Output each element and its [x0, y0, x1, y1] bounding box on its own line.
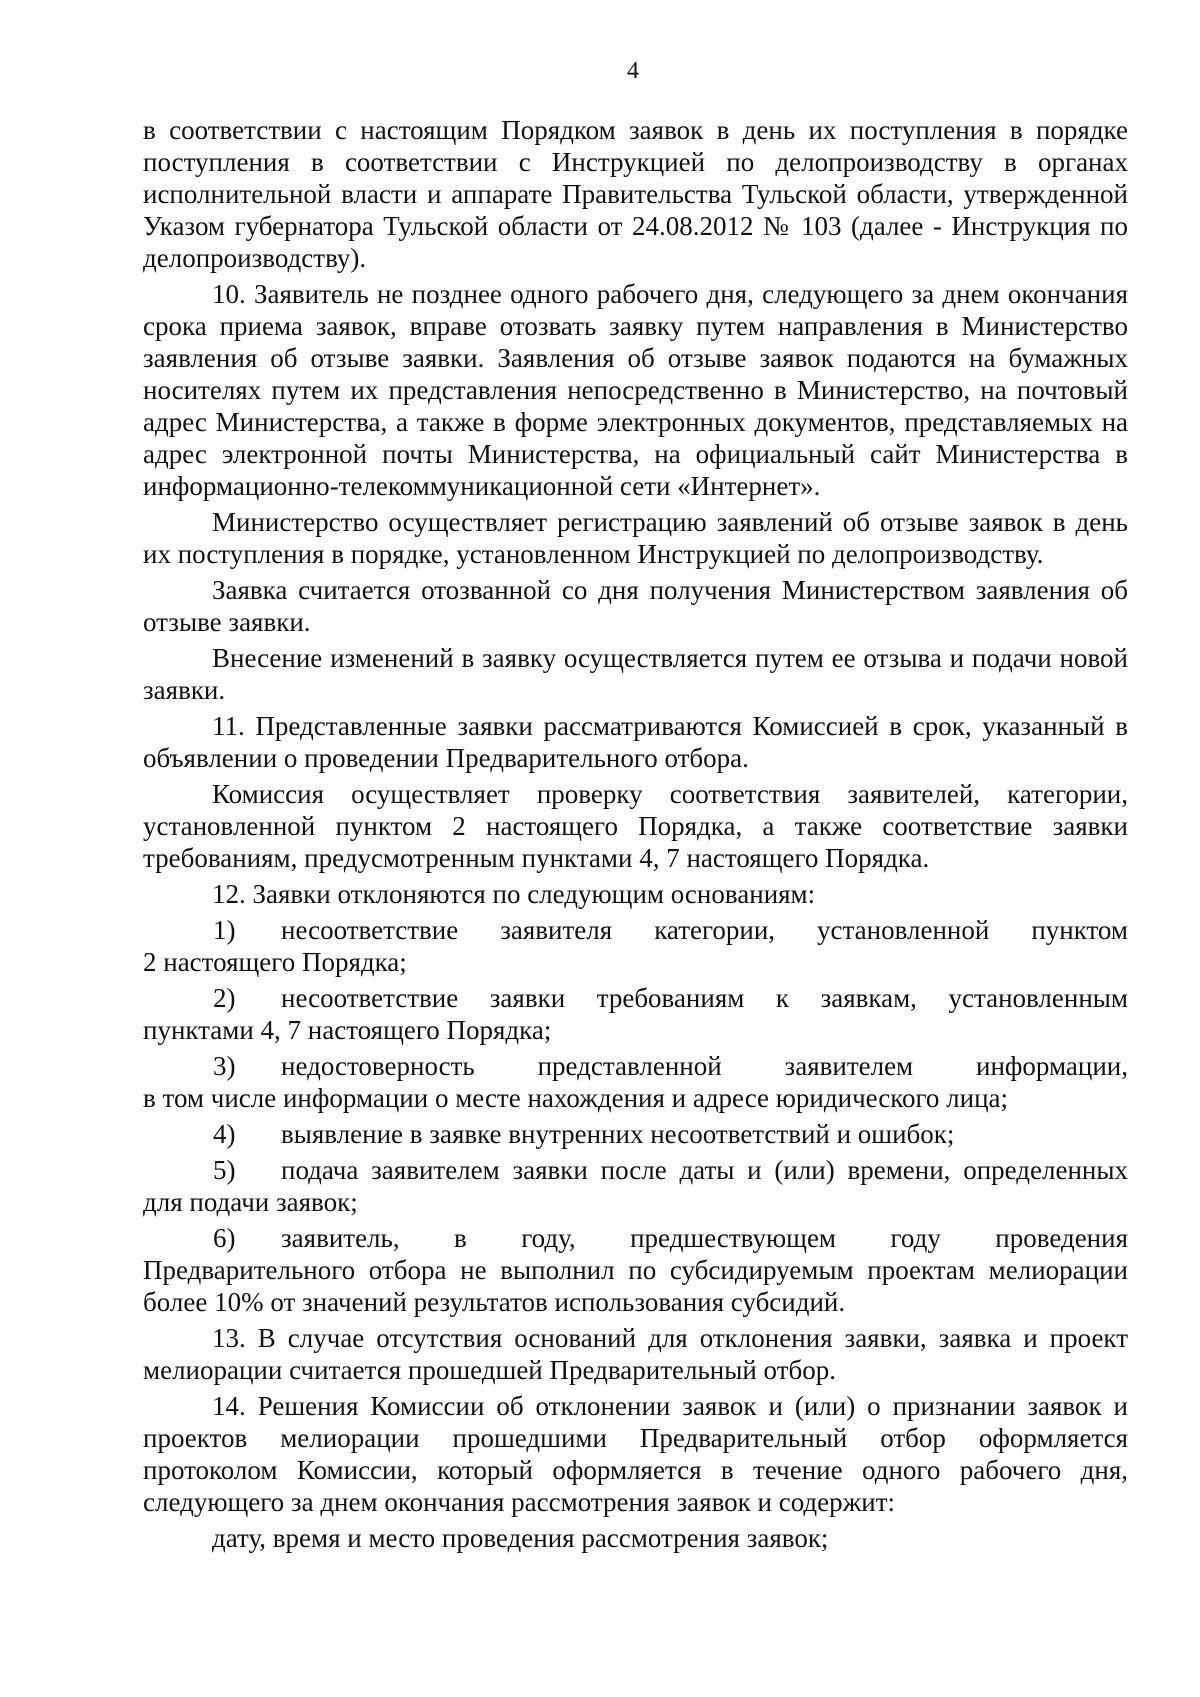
list-item-continuation: 2 настоящего Порядка; — [143, 947, 407, 977]
list-item — [143, 1154, 1128, 1218]
list-item-continuation: для подачи заявок; — [143, 1187, 358, 1217]
paragraph-11-check: Комиссия осуществляет проверку соответствия заявителей, категории, установленной пунктом 2 настоящего Порядка, а также соответствие заявки требованиям, предусмотренным пунктами 4, 7 настоящего Порядка. — [143, 779, 1128, 873]
list-item — [143, 1118, 1128, 1150]
list-item — [143, 1050, 1128, 1114]
paragraph-13: 13. В случае отсутствия оснований для отклонения заявки, заявка и проект мелиорации считается прошедшей Предварительный отбор. — [143, 1323, 1128, 1385]
list-item-continuation: в том числе информации о месте нахождения и адресе юридического лица; — [143, 1083, 1009, 1113]
list-item-number: 4) — [213, 1119, 236, 1149]
paragraph-10-registration: Министерство осуществляет регистрацию заявлений об отзыве заявок в день их поступления в порядке, установленном Инструкцией по делопроизводству. — [143, 507, 1128, 569]
list-item-number: 3) — [213, 1051, 236, 1081]
list-item-text: несоответствие заявителя категории, установленной пунктом — [281, 915, 1128, 945]
list-item-text: заявитель, в году, предшествующем году проведения — [281, 1223, 1128, 1253]
list-item-text: выявление в заявке внутренних несоответствий и ошибок; — [281, 1119, 955, 1149]
page-number: 4 — [627, 58, 639, 84]
paragraph-11: 11. Представленные заявки рассматриваются Комиссией в срок, указанный в объявлении о проведении Предварительного отбора. — [143, 711, 1128, 773]
paragraph-14-date: дату, время и место проведения рассмотрения заявок; — [212, 1523, 829, 1553]
list-item-number: 5) — [213, 1155, 236, 1185]
document-body — [143, 114, 1128, 1558]
list-item-text: несоответствие заявки требованиям к заявкам, установленным — [281, 983, 1128, 1013]
paragraph-10-changes: Внесение изменений в заявку осуществляется путем ее отзыва и подачи новой заявки. — [143, 643, 1128, 705]
list-item — [143, 1222, 1128, 1318]
list-item-number: 1) — [213, 915, 236, 945]
paragraph-12: 12. Заявки отклоняются по следующим основаниям: — [212, 879, 816, 909]
paragraph-10: 10. Заявитель не позднее одного рабочего дня, следующего за днем окончания срока приема заявок, вправе отозвать заявку путем направления в Министерство заявления об отзыве заявки. Заявления об отзыве заявок подаются на бумажных носителях путем их представления непосредственно в Министерство, на почтовый адрес Министерства, а также в форме электронных документов, представляемых на адрес электронной почты Министерства, на официальный сайт Министерства в информационно-телекоммуникационной сети «Интернет». — [143, 279, 1128, 501]
list-item-text: недостоверность представленной заявителем информации, — [281, 1051, 1128, 1081]
paragraph-10-withdrawn: Заявка считается отозванной со дня получения Министерством заявления об отзыве заявки. — [143, 575, 1128, 637]
list-item-continuation: пунктами 4, 7 настоящего Порядка; — [143, 1015, 552, 1045]
paragraph-continuation: в соответствии с настоящим Порядком заявок в день их поступления в порядке поступления в соответствии с Инструкцией по делопроизводству в органах исполнительной власти и аппарате Правительства Тульской области, утвержденной Указом губернатора Тульской области от 24.08.2012 № 103 (далее - Инструкция по делопроизводству). — [143, 115, 1128, 273]
list-item-continuation: Предварительного отбора не выполнил по субсидируемым проектам мелиорации более 10% от значений результатов использования субсидий. — [143, 1255, 1128, 1317]
rejection-grounds-list — [143, 914, 1128, 1318]
list-item — [143, 982, 1128, 1046]
paragraph-14: 14. Решения Комиссии об отклонении заявок и (или) о признании заявок и проектов мелиорации прошедшими Предварительный отбор оформляется протоколом Комиссии, который оформляется в течение одного рабочего дня, следующего за днем окончания рассмотрения заявок и содержит: — [143, 1391, 1128, 1517]
list-item — [143, 914, 1128, 978]
list-item-number: 6) — [213, 1223, 236, 1253]
list-item-text: подача заявителем заявки после даты и (или) времени, определенных — [281, 1155, 1128, 1185]
list-item-number: 2) — [213, 983, 236, 1013]
